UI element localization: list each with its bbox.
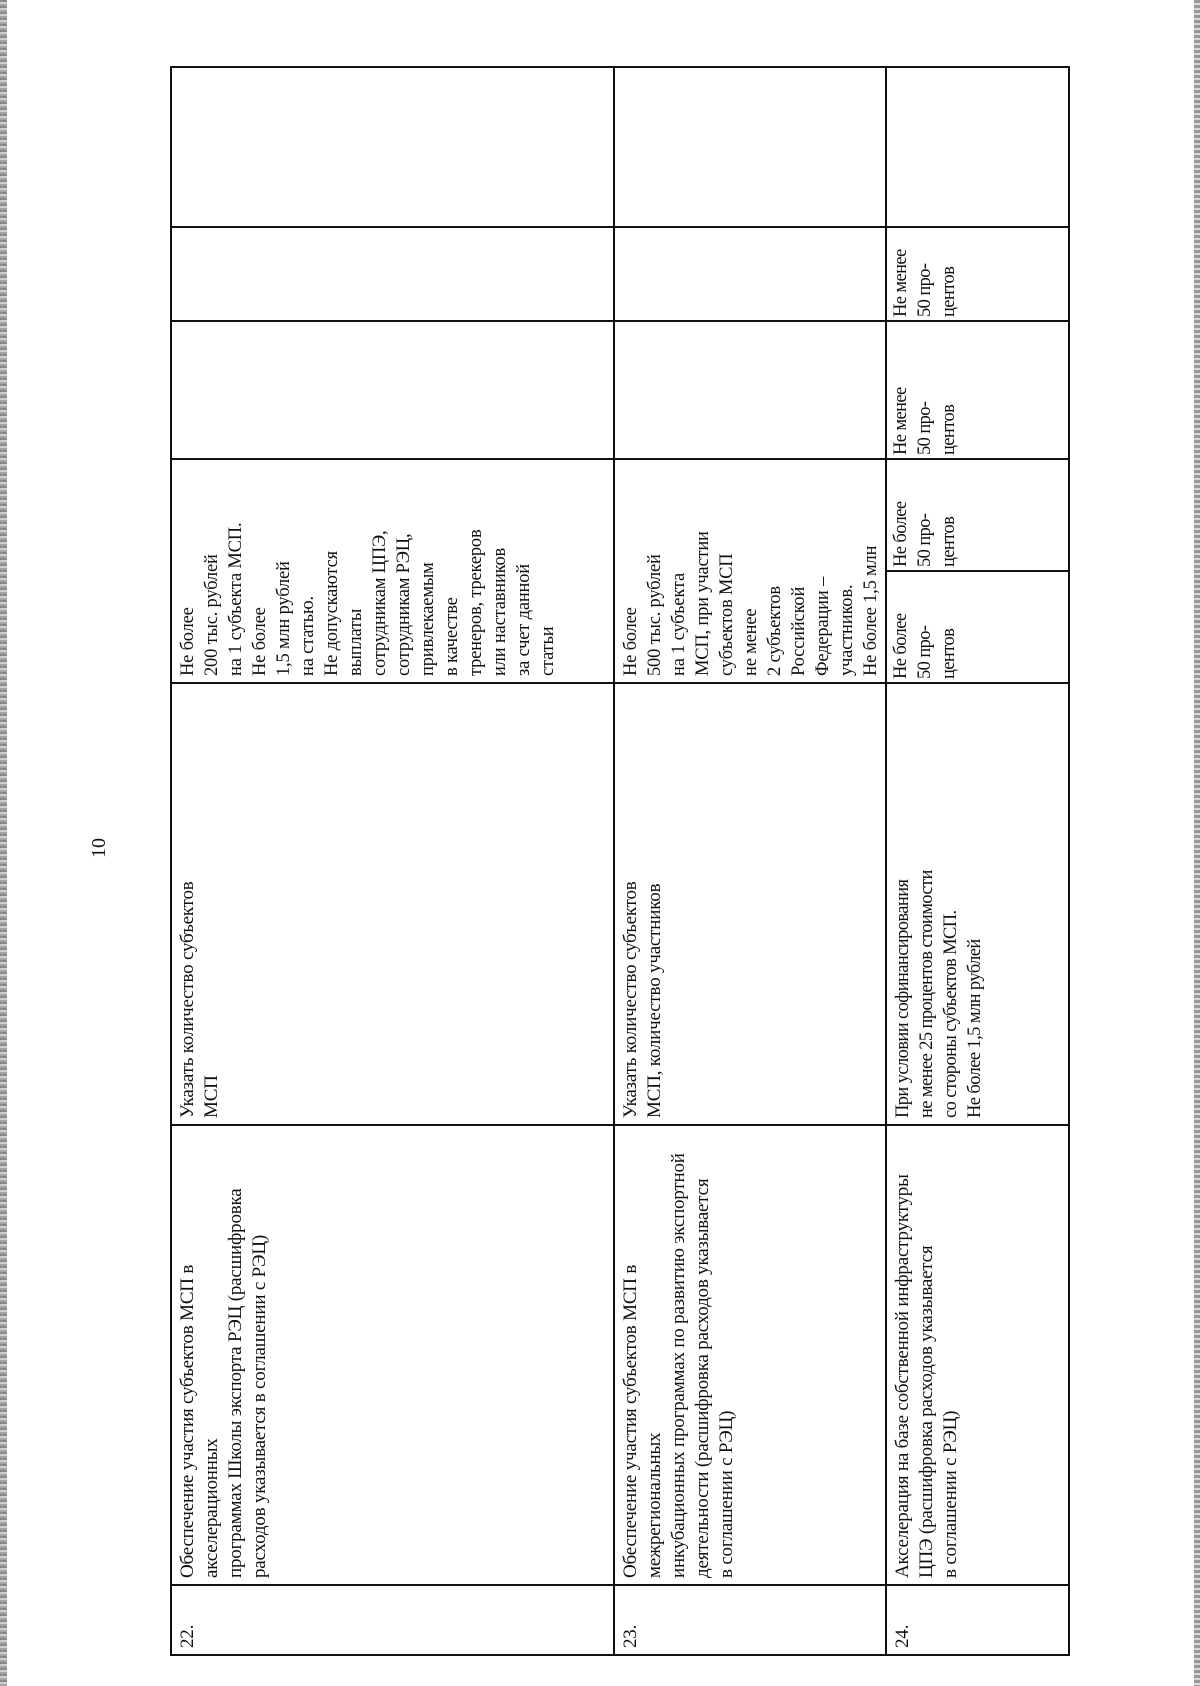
table-border-left [170, 1654, 1070, 1656]
table-border-bottom [1068, 66, 1070, 1656]
row-23-instruction: Указать количество субъектов МСП, количество участников [620, 881, 665, 1118]
row-24-number: 24. [892, 1624, 913, 1648]
page-number: 10 [88, 838, 110, 858]
row-24-col-6: Не менее 50 про- центов [891, 249, 959, 317]
row-24-col-5: Не менее 50 про- центов [891, 387, 959, 455]
row-24-limit-a: Не более 50 про- центов [891, 613, 959, 679]
scan-edge-left [0, 0, 7, 1686]
row-23-description: Обеспечение участия субъектов МСП в межрегиональных инкубационных программах по развитию экспортной деятельности (расшифровка расходов указывается в соглашении с РЭЦ) [620, 1153, 737, 1578]
row-24-instruction: При условии софинансирования не менее 25 процентов стоимости со стороны субъектов МСП. Не более 1,5 млн рублей [893, 870, 985, 1118]
row-22-limit: Не более 200 тыс. рублей на 1 субъекта МСП. Не более 1,5 млн рублей на статью. Не допускаются выплаты сотрудникам ЦПЭ, сотрудникам РЭЦ, привлекаемым в качестве тренеров, трекеров или наставников за счет данной статьи [178, 522, 558, 676]
row-24-description: Акселерация на базе собственной инфраструктуры ЦПЭ (расшифровка расходов указывается в соглашении с РЭЦ) [892, 1174, 961, 1578]
scan-edge-right [1194, 0, 1200, 1686]
row-24-limit-b: Не более 50 про- центов [891, 501, 959, 567]
row-23-limit: Не более 500 тыс. рублей на 1 субъекта МСП, при участии субъектов МСП не менее 2 субъектов Российской Федерации – участников. Не более 1,5 млн [621, 531, 881, 676]
budget-table [170, 66, 1070, 1656]
table-border-right [170, 66, 1070, 68]
row-22-description: Обеспечение участия субъектов МСП в акселерационных программах Школы экспорта РЭЦ (расшифровка расходов указывается в соглашении с РЭЦ) [177, 1188, 270, 1578]
row-22-number: 22. [177, 1624, 198, 1648]
row-22-instruction: Указать количество субъектов МСП [177, 881, 222, 1118]
row-23-number: 23. [620, 1624, 641, 1648]
